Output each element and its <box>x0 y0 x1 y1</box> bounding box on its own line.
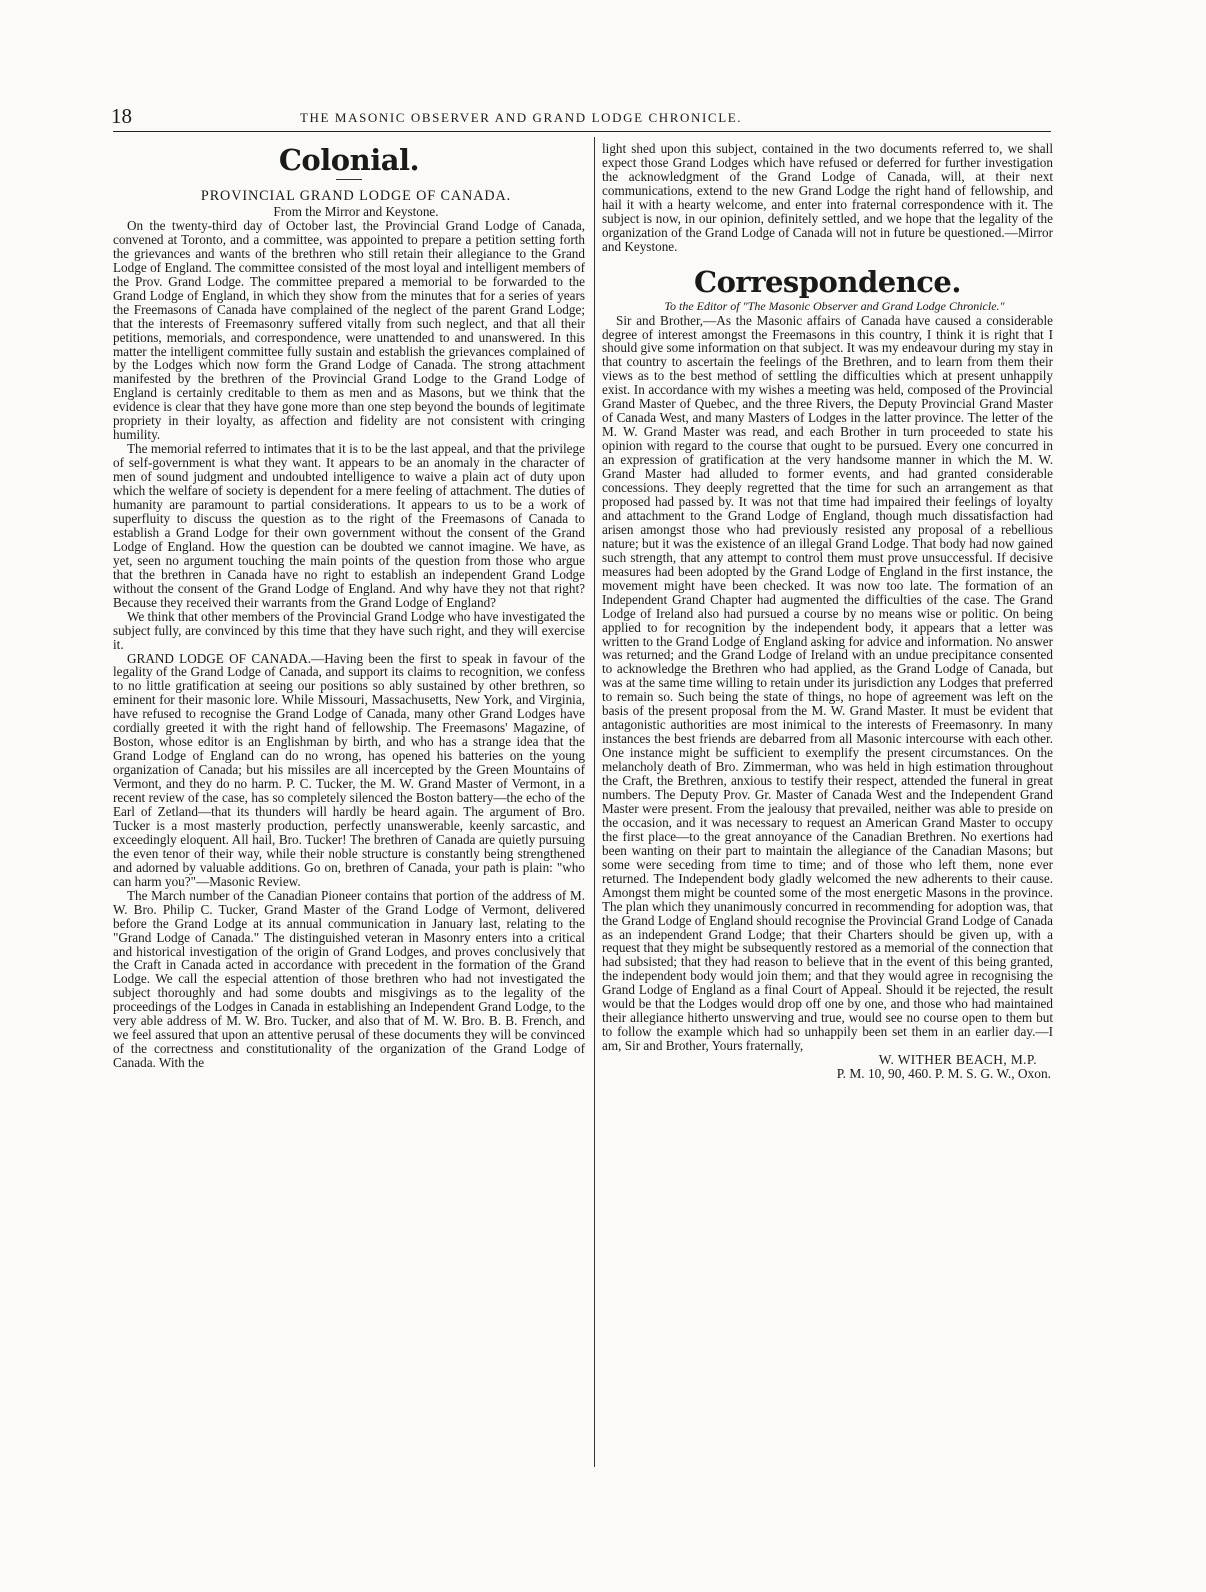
column-divider <box>594 137 595 1467</box>
article-continuation: light shed upon this subject, contained in the two documents referred to, we shall expect those Grand Lodges which have refused or deferred for further investigation the acknowledgment of the Grand Lodge of Canada, will, at their next communications, extend to the new Grand Lodge the right hand of fellowship, and hail it with a hearty welcome, and enter into fraternal correspondence with it. The subject is now, in our opinion, definitely settled, and we hope that the legality of the organization of the Grand Lodge of Canada will not in future be questioned.—Mirror and Keystone. <box>602 141 1053 254</box>
page-number: 18 <box>111 104 132 128</box>
correspondence-heading: Correspondence. <box>694 264 961 299</box>
signature-name: W. WITHER BEACH, M.P. <box>878 1052 1037 1068</box>
article-title: PROVINCIAL GRAND LODGE OF CANADA. <box>200 188 512 204</box>
article-paragraph: The memorial referred to intimates that it is to be the last appeal, and that the privilege of self-government is what they want. It appears to be an anomaly in the character of men of sound judgment and undoubted intelligence to waive a plain act of duty upon which the welfare of society is dependent for a mere feeling of attachment. The duties of humanity are paramount to partial considerations. It appears to us to be a work of superfluity to discuss the question as to the right of the Freemasons of Canada to establish a Grand Lodge for their own government without the consent of the Grand Lodge of England. How the question can be doubted we cannot imagine. We have, as yet, seen no argument touching the main points of the question from those who argue that the brethren in Canada have no right to establish an independent Grand Lodge without the consent of the Grand Lodge of England. And why have they not that right? Because they received their warrants from the Grand Lodge of England? <box>113 441 585 610</box>
letter-body: Sir and Brother,—As the Masonic affairs of Canada have caused a considerable degree of interest amongst the Freemasons in this country, I think it is right that I should give some information on that subject. It was my endeavour during my stay in that country to ascertain the feelings of the Brethren, and to learn from them their views as to the best method of settling the difficulties which at present unhappily exist. In accordance with my wishes a meeting was held, composed of the Provincial Grand Master of Quebec, and the three Rivers, the Deputy Provincial Grand Master of Canada West, and many Masters of Lodges in the latter province. The letter of the M. W. Grand Master was read, and each Brother in turn proceeded to state his opinion with regard to the course that ought to be pursued. Every one concurred in an expression of gratification at the very handsome manner in which the M. W. Grand Master had alluded to former events, and had granted considerable concessions. They deeply regretted that the time for such an arrangement as that proposed had passed by. It was not that time had impaired their feelings of loyalty and attachment to the Grand Lodge of England, though much dissatisfaction had arisen amongst those who had previously resisted any proposal of a rebellious nature; but it was the existence of an illegal Grand Lodge. That body had now gained such strength, that any attempt to control them must prove unsuccessful. If decisive measures had been adopted by the Grand Lodge of England in the first instance, the movement might have been checked. It was now too late. The formation of an Independent Grand Chapter had augmented the difficulties of the case. The Grand Lodge of Ireland also had pursued a course by no means wise or politic. On being applied to for recognition by the independent body, it appears that a letter was written to the Grand Lodge of England asking for advice and information. No answer was returned; and the Grand Lodge of Ireland with an undue precipitance consented to acknowledge the Brethren who had applied, as the Grand Lodge of Canada, but was at the same time willing to retain under its jurisdiction any Lodges that preferred to remain so. Such being the state of things, no hope of agreement was left on the basis of the present proposal from the M. W. Grand Master. It must be evident that antagonistic authorities are most inimical to the interests of Freemasonry. In many instances the best friends are debarred from all Masonic intercourse with each other. One instance might be sufficient to exemplify the present circumstances. On the melancholy death of Bro. Zimmerman, who was held in high estimation throughout the Craft, the Brethren, anxious to testify their respect, attended the funeral in great numbers. The Deputy Prov. Gr. Master of Canada West and the Independent Grand Master were present. From the jealousy that prevailed, neither was able to preside on the occasion, and it was necessary to request an American Grand Master to occupy the first place—to the great annoyance of the Canadian Brethren. No exertions had been wanting on their part to maintain the allegiance of the Canadian Masons; but some were seceding from time to time; and of those who left them, none ever returned. The Independent body gladly welcomed the new adherents to their cause. Amongst them might be counted some of the most energetic Masons in the province. The plan which they unanimously concurred in recommending for adoption was, that the Grand Lodge of England should recognise the Provincial Grand Lodge of Canada as an independent Grand Lodge; that their Charters should be given up, with a request that they might be subsequently restored as a memorial of the connection that had subsisted; that they had reason to believe that in the event of this being granted, the independent body would join them; and that they would agree in recognising the Grand Lodge of England as a final Court of Appeal. Should it be rejected, the result would be that the Lodges would drop off one by one, and those who had maintained their allegiance hitherto unswerving and true, would see no course open to them but to follow the example which had so unhappily been set them in an earlier day.—I am, Sir and Brother, Yours fraternally, <box>602 312 1053 1054</box>
article-paragraph: We think that other members of the Provincial Grand Lodge who have investigated the subject fully, are convinced by this time that they have such right, and they will exercise it. <box>113 608 585 652</box>
left-column <box>113 142 585 1070</box>
signature-title: P. M. 10, 90, 460. P. M. S. G. W., Oxon. <box>836 1066 1051 1082</box>
article-paragraph: On the twenty-third day of October last, the Provincial Grand Lodge of Canada, convened at Toronto, and a committee, was appointed to prepare a petition setting forth the grievances and wants of the brethren who still retain their allegiance to the Grand Lodge of England. The committee consisted of the most loyal and intelligent members of the Prov. Grand Lodge. The committee prepared a memorial to be forwarded to the Grand Lodge of England, in which they show from the minutes that for a series of years the Freemasons of Canada have complained of the neglect of the parent Grand Lodge; that the interests of Freemasonry suffered vitally from such neglect, and that all their petitions, memorials, and correspondence, were unattended to and unanswered. In this matter the intelligent committee fully sustain and establish the grievances complained of by the Lodges which now form the Grand Lodge of Canada. The strong attachment manifested by the brethren of the Provincial Grand Lodge to the Grand Lodge of England is certainly creditable to them as men and as Masons, but we think that the evidence is clear that they have gone more than one step beyond the bounds of legitimate propriety in their loyalty, as affection and fidelity are not consistent with cringing humility. <box>113 217 585 443</box>
right-column <box>602 142 1053 1081</box>
colonial-heading: Colonial. <box>278 143 420 177</box>
article-paragraph: GRAND LODGE OF CANADA.—Having been the first to speak in favour of the legality of the Grand Lodge of Canada, and support its claims to recognition, we confess to no little gratification at seeing our positions so ably sustained by other brethren, so eminent for their masonic lore. While Missouri, Massachusetts, New York, and Virginia, have refused to recognise the Grand Lodge of Canada, many other Grand Lodges have cordially greeted it with the right hand of fellowship. The Freemasons' Magazine, of Boston, whose editor is an Englishman by birth, and who has a strange idea that the Grand Lodge of England can do no wrong, has opened his batteries on the young organization of Canada; but his missiles are all incercepted by the Green Mountains of Vermont, and they do no harm. P. C. Tucker, the M. W. Grand Master of Vermont, in a recent review of the case, has so completely silenced the Boston battery—the echo of the Earl of Zetland—that its thunders will hardly be heard again. The argument of Bro. Tucker is a most masterly production, perfectly unanswerable, keenly sarcastic, and exceedingly eloquent. All hail, Bro. Tucker! The brethren of Canada are quietly pursuing the even tenor of their way, while their noble structure is constantly being strengthened and adorned by valuable additions. Go on, brethren of Canada, your path is plain: "who can harm you?"—Masonic Review. <box>113 650 585 889</box>
header-rule <box>113 131 1051 132</box>
running-title: THE MASONIC OBSERVER AND GRAND LODGE CHRONICLE. <box>300 110 743 125</box>
editor-address: To the Editor of "The Masonic Observer and Grand Lodge Chronicle." <box>664 298 1005 313</box>
article-source: From the Mirror and Keystone. <box>273 204 439 219</box>
heading-ornament-rule <box>336 179 362 180</box>
article-paragraph: The March number of the Canadian Pioneer contains that portion of the address of M. W. Bro. Philip C. Tucker, Grand Master of the Grand Lodge of Vermont, delivered before the Grand Lodge at its annual communication in January last, relating to the "Grand Lodge of Canada." The distinguished veteran in Masonry enters into a critical and historical investigation of the origin of Grand Lodges, and proves conclusively that the Craft in Canada acted in accordance with precedent in the formation of the Grand Lodge. We call the especial attention of those brethren who had not investigated the subject thoroughly and had some doubts and misgivings as to the legality of the proceedings of the Lodges in Canada in establishing an Independent Grand Lodge, to the very able address of M. W. Bro. Tucker, and also that of M. W. Bro. B. B. French, and we feel assured that upon an attentive perusal of these documents they will be convinced of the correctness and constitutionality of the organization of the Grand Lodge of Canada. With the <box>113 887 585 1071</box>
